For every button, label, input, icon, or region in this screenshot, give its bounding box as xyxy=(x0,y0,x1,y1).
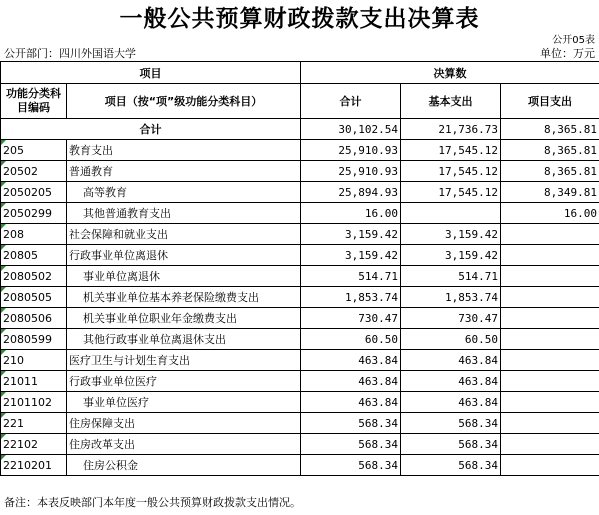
row-project xyxy=(501,287,599,308)
header-row-2 xyxy=(1,84,599,119)
row-project: 8,349.81 xyxy=(501,182,599,203)
table-row xyxy=(1,203,599,224)
cell-marker-icon xyxy=(1,392,6,397)
table-row xyxy=(1,182,599,203)
row-code: 22102 xyxy=(1,434,67,455)
row-name: 住房保障支出 xyxy=(67,413,301,434)
row-name: 住房改革支出 xyxy=(67,434,301,455)
cell-marker-icon xyxy=(1,182,6,187)
row-project xyxy=(501,413,599,434)
row-basic: 730.47 xyxy=(401,308,501,329)
row-project xyxy=(501,392,599,413)
row-basic: 568.34 xyxy=(401,413,501,434)
table-row xyxy=(1,350,599,371)
row-name: 行政事业单位离退休 xyxy=(67,245,301,266)
header-project: 项目支出 xyxy=(501,84,599,119)
row-basic: 1,853.74 xyxy=(401,287,501,308)
header-basic: 基本支出 xyxy=(401,84,501,119)
total-row-basic: 21,736.73 xyxy=(401,119,501,140)
table-row xyxy=(1,392,599,413)
row-name: 事业单位医疗 xyxy=(67,392,301,413)
table-row xyxy=(1,224,599,245)
table-row xyxy=(1,455,599,476)
row-code: 2080502 xyxy=(1,266,67,287)
header-total: 合计 xyxy=(301,84,401,119)
row-total: 568.34 xyxy=(301,413,401,434)
row-code: 210 xyxy=(1,350,67,371)
row-code: 2050205 xyxy=(1,182,67,203)
table-row xyxy=(1,371,599,392)
expenditure-table xyxy=(0,61,599,476)
row-project xyxy=(501,455,599,476)
row-total: 25,910.93 xyxy=(301,161,401,182)
cell-marker-icon xyxy=(1,266,6,271)
table-row xyxy=(1,245,599,266)
row-name: 社会保障和就业支出 xyxy=(67,224,301,245)
header-row-1 xyxy=(1,62,599,84)
row-name: 医疗卫生与计划生育支出 xyxy=(67,350,301,371)
row-name: 其他行政事业单位离退休支出 xyxy=(67,329,301,350)
row-project xyxy=(501,224,599,245)
row-code: 2210201 xyxy=(1,455,67,476)
row-total: 463.84 xyxy=(301,392,401,413)
row-name: 机关事业单位基本养老保险缴费支出 xyxy=(67,287,301,308)
row-total: 3,159.42 xyxy=(301,245,401,266)
row-project: 8,365.81 xyxy=(501,140,599,161)
row-basic: 463.84 xyxy=(401,350,501,371)
row-total: 568.34 xyxy=(301,455,401,476)
cell-marker-icon xyxy=(1,434,6,439)
cell-marker-icon xyxy=(1,203,6,208)
row-project xyxy=(501,371,599,392)
table-row xyxy=(1,308,599,329)
row-code: 20502 xyxy=(1,161,67,182)
row-code: 208 xyxy=(1,224,67,245)
row-project xyxy=(501,245,599,266)
table-row xyxy=(1,329,599,350)
row-project xyxy=(501,266,599,287)
row-name: 高等教育 xyxy=(67,182,301,203)
cell-marker-icon xyxy=(1,161,6,166)
row-total: 514.71 xyxy=(301,266,401,287)
footnote: 备注：本表反映部门本年度一般公共预算财政拨款支出情况。 xyxy=(4,496,301,509)
row-basic: 17,545.12 xyxy=(401,140,501,161)
row-code: 221 xyxy=(1,413,67,434)
row-total: 463.84 xyxy=(301,371,401,392)
table-row xyxy=(1,266,599,287)
row-code: 2080506 xyxy=(1,308,67,329)
cell-marker-icon xyxy=(1,371,6,376)
row-basic: 568.34 xyxy=(401,455,501,476)
row-basic: 568.34 xyxy=(401,434,501,455)
row-code: 21011 xyxy=(1,371,67,392)
row-basic: 60.50 xyxy=(401,329,501,350)
row-total: 16.00 xyxy=(301,203,401,224)
unit-label: 单位：万元 xyxy=(540,47,595,60)
row-basic: 17,545.12 xyxy=(401,182,501,203)
row-code: 2050299 xyxy=(1,203,67,224)
cell-marker-icon xyxy=(1,413,6,418)
row-basic: 463.84 xyxy=(401,371,501,392)
table-row xyxy=(1,140,599,161)
row-total: 730.47 xyxy=(301,308,401,329)
row-total: 3,159.42 xyxy=(301,224,401,245)
cell-marker-icon xyxy=(1,245,6,250)
row-name: 教育支出 xyxy=(67,140,301,161)
row-project xyxy=(501,329,599,350)
department-label: 公开部门：四川外国语大学 xyxy=(4,47,136,60)
cell-marker-icon xyxy=(1,140,6,145)
cell-marker-icon xyxy=(1,350,6,355)
row-project xyxy=(501,434,599,455)
table-row xyxy=(1,413,599,434)
row-basic: 3,159.42 xyxy=(401,224,501,245)
row-basic: 3,159.42 xyxy=(401,245,501,266)
row-total: 60.50 xyxy=(301,329,401,350)
row-total: 25,894.93 xyxy=(301,182,401,203)
total-row-total: 30,102.54 xyxy=(301,119,401,140)
table-row xyxy=(1,161,599,182)
cell-marker-icon xyxy=(1,308,6,313)
cell-marker-icon xyxy=(1,329,6,334)
row-project: 8,365.81 xyxy=(501,161,599,182)
row-basic: 17,545.12 xyxy=(401,161,501,182)
row-total: 463.84 xyxy=(301,350,401,371)
cell-marker-icon xyxy=(1,287,6,292)
row-basic: 463.84 xyxy=(401,392,501,413)
total-row-label: 合计 xyxy=(1,119,301,140)
row-total: 568.34 xyxy=(301,434,401,455)
total-row xyxy=(1,119,599,140)
cell-marker-icon xyxy=(1,455,6,460)
row-name: 普通教育 xyxy=(67,161,301,182)
row-total: 1,853.74 xyxy=(301,287,401,308)
cell-marker-icon xyxy=(1,224,6,229)
page-title: 一般公共预算财政拨款支出决算表 xyxy=(119,5,480,32)
row-name: 其他普通教育支出 xyxy=(67,203,301,224)
row-name: 机关事业单位职业年金缴费支出 xyxy=(67,308,301,329)
row-code: 20805 xyxy=(1,245,67,266)
row-basic: 514.71 xyxy=(401,266,501,287)
row-project: 16.00 xyxy=(501,203,599,224)
header-item-group: 项目 xyxy=(1,62,301,84)
table-row xyxy=(1,287,599,308)
row-code: 2101102 xyxy=(1,392,67,413)
row-name: 事业单位离退休 xyxy=(67,266,301,287)
document-number: 公开05表 xyxy=(552,35,595,46)
row-total: 25,910.93 xyxy=(301,140,401,161)
header-amount-group: 决算数 xyxy=(301,62,599,84)
header-code: 功能分类科目编码 xyxy=(1,84,67,119)
row-project xyxy=(501,308,599,329)
row-code: 2080599 xyxy=(1,329,67,350)
row-code: 2080505 xyxy=(1,287,67,308)
table-row xyxy=(1,434,599,455)
row-project xyxy=(501,350,599,371)
row-name: 行政事业单位医疗 xyxy=(67,371,301,392)
row-name: 住房公积金 xyxy=(67,455,301,476)
header-item-name: 项目（按“项”级功能分类科目） xyxy=(67,84,301,119)
row-basic xyxy=(401,203,501,224)
total-row-project: 8,365.81 xyxy=(501,119,599,140)
row-code: 205 xyxy=(1,140,67,161)
